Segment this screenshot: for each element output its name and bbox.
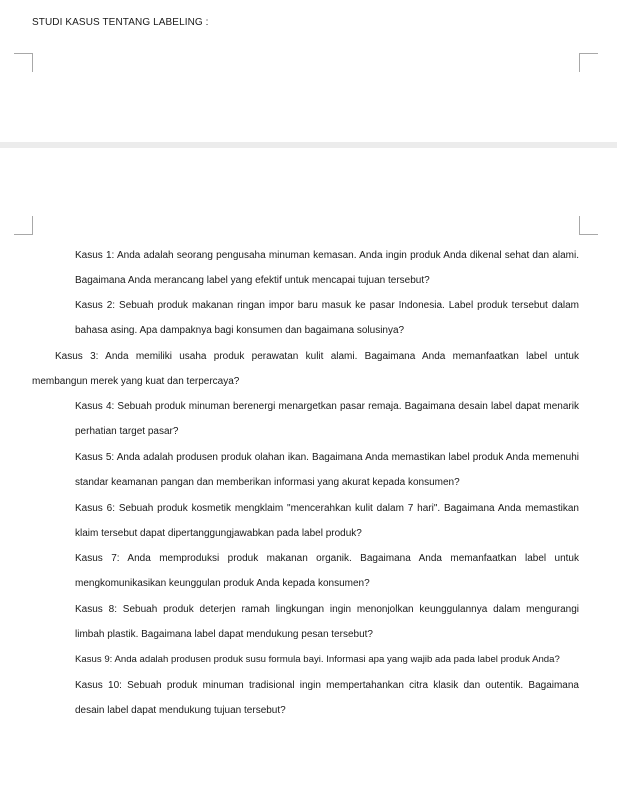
case-7-line-2: mengkomunikasikan keunggulan produk Anda kepada konsumen? bbox=[75, 578, 370, 589]
case-2-line-2: bahasa asing. Apa dampaknya bagi konsumen dan bagaimana solusinya? bbox=[75, 325, 405, 336]
case-5-line-2: standar keamanan pangan dan memberikan informasi yang akurat kepada konsumen? bbox=[75, 477, 460, 488]
case-7-line-1: Kasus 7: Anda memproduksi produk makanan organik. Bagaimana Anda memanfaatkan label untuk bbox=[75, 553, 579, 564]
case-3-line-2: membangun merek yang kuat dan terpercaya? bbox=[32, 376, 240, 387]
case-8-line-1: Kasus 8: Sebuah produk deterjen ramah lingkungan ingin menonjolkan keunggulannya dalam mengurangi bbox=[75, 604, 579, 615]
document-page-2 bbox=[0, 148, 617, 794]
case-1-line-1: Kasus 1: Anda adalah seorang pengusaha minuman kemasan. Anda ingin produk Anda dikenal sehat dan alami. bbox=[75, 250, 579, 261]
case-9-line-1: Kasus 9: Anda adalah produsen produk susu formula bayi. Informasi apa yang wajib ada pada label produk Anda? bbox=[75, 654, 560, 665]
case-4-line-2: perhatian target pasar? bbox=[75, 426, 179, 437]
case-1-line-2: Bagaimana Anda merancang label yang efektif untuk mencapai tujuan tersebut? bbox=[75, 275, 430, 286]
margin-corner-bottom-right bbox=[579, 216, 598, 235]
document-heading: STUDI KASUS TENTANG LABELING : bbox=[32, 17, 209, 28]
case-10-line-1: Kasus 10: Sebuah produk minuman tradisional ingin mempertahankan citra klasik dan outentik. Bagaimana bbox=[75, 680, 579, 691]
case-8-line-2: limbah plastik. Bagaimana label dapat mendukung pesan tersebut? bbox=[75, 629, 373, 640]
case-3-line-1: Kasus 3: Anda memiliki usaha produk perawatan kulit alami. Bagaimana Anda memanfaatkan label untuk bbox=[55, 351, 579, 362]
case-10-line-2: desain label dapat mendukung tujuan tersebut? bbox=[75, 705, 286, 716]
case-6-line-1: Kasus 6: Sebuah produk kosmetik mengklaim "mencerahkan kulit dalam 7 hari". Bagaimana Anda memastikan bbox=[75, 503, 579, 514]
margin-corner-bottom-left bbox=[14, 216, 33, 235]
case-6-line-2: klaim tersebut dapat dipertanggungjawabkan pada label produk? bbox=[75, 528, 362, 539]
margin-corner-top-right bbox=[579, 53, 598, 72]
margin-corner-top-left bbox=[14, 53, 33, 72]
case-5-line-1: Kasus 5: Anda adalah produsen produk olahan ikan. Bagaimana Anda memastikan label produk Anda memenuhi bbox=[75, 452, 579, 463]
case-2-line-1: Kasus 2: Sebuah produk makanan ringan impor baru masuk ke pasar Indonesia. Label produk tersebut dalam bbox=[75, 300, 579, 311]
document-page-1 bbox=[0, 0, 617, 142]
case-4-line-1: Kasus 4: Sebuah produk minuman berenergi menargetkan pasar remaja. Bagaimana desain label dapat menarik bbox=[75, 401, 579, 412]
